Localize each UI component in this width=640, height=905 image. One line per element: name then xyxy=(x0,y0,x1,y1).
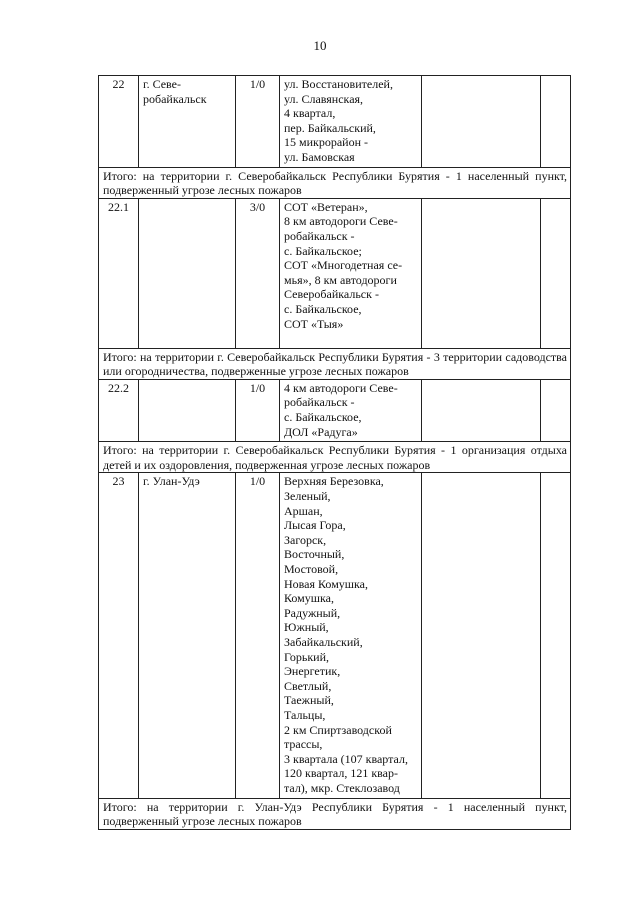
place-line: трассы, xyxy=(284,737,323,752)
table-row xyxy=(99,198,571,348)
summary-row xyxy=(99,348,571,379)
empty-cell xyxy=(422,76,541,168)
place-line: тал), мкр. Стеклозавод xyxy=(284,780,400,795)
count-cell: 3/0 xyxy=(236,198,280,348)
row-number: 22.1 xyxy=(99,198,139,348)
page-number: 10 xyxy=(313,38,327,53)
row-number: 22.2 xyxy=(99,379,139,441)
empty-cell xyxy=(541,473,571,798)
place-line: Зеленый, xyxy=(284,489,331,504)
place-line: робайкальск - xyxy=(284,395,355,410)
summary-text: Итого: на территории г. Северобайкальск Республики Бурятия - 1 организация отдыха детей и их оздоровления, подверженная угрозе лесных пожаров xyxy=(99,442,571,473)
city-cell xyxy=(139,76,236,168)
settlements-table xyxy=(98,75,571,830)
place-line: ул. Восстановителей, xyxy=(284,77,393,91)
row-number: 23 xyxy=(99,473,139,798)
place-line: ул. Славянская, xyxy=(284,91,364,106)
place-line: СОТ «Ветеран», xyxy=(284,199,368,214)
empty-cell xyxy=(541,379,571,441)
city-cell xyxy=(139,379,236,441)
place-line: Восточный, xyxy=(284,547,345,562)
place-line: Северобайкальск - xyxy=(284,287,379,302)
city-cell xyxy=(139,198,236,348)
empty-cell xyxy=(422,473,541,798)
place-line: СОТ «Многодетная се- xyxy=(284,258,403,273)
place-line: Светлый, xyxy=(284,678,332,693)
summary-row xyxy=(99,167,571,198)
table-row xyxy=(99,76,571,168)
place-line: Забайкальский, xyxy=(284,634,363,649)
place-line: Таежный, xyxy=(284,693,334,708)
places-cell xyxy=(280,76,422,168)
empty-cell xyxy=(541,76,571,168)
row-number: 22 xyxy=(99,76,139,168)
place-line: пер. Байкальский, xyxy=(284,120,376,135)
table-row xyxy=(99,473,571,798)
places-cell xyxy=(280,473,422,798)
city-line: г. Улан-Удэ xyxy=(143,474,200,489)
count-cell: 1/0 xyxy=(236,379,280,441)
place-line: Верхняя Березовка, xyxy=(284,474,384,489)
city-cell xyxy=(139,473,236,798)
place-line: 15 микрорайон - xyxy=(284,135,369,150)
table-body xyxy=(99,76,571,830)
place-line: Лысая Гора, xyxy=(284,518,346,533)
place-line: ул. Бамовская xyxy=(284,149,355,164)
places-cell xyxy=(280,198,422,348)
place-line: ДОЛ «Радуга» xyxy=(284,424,358,439)
place-line: Комушка, xyxy=(284,591,334,606)
place-line: робайкальск - xyxy=(284,228,355,243)
summary-text: Итого: на территории г. Северобайкальск Республики Бурятия - 1 населенный пункт, подверженный угрозе лесных пожаров xyxy=(99,167,571,198)
city-line: г. Севе- xyxy=(143,77,181,91)
place-line: мья», 8 км автодороги xyxy=(284,272,397,287)
empty-cell xyxy=(422,379,541,441)
place-line: Загорск, xyxy=(284,532,327,547)
place-line: Южный, xyxy=(284,620,329,635)
place-line: Энергетик, xyxy=(284,664,341,679)
place-line: 8 км автодороги Севе- xyxy=(284,214,398,229)
summary-row xyxy=(99,798,571,829)
place-line: СОТ «Тыя» xyxy=(284,316,344,331)
place-line: 4 квартал, xyxy=(284,106,336,121)
place-line: Радужный, xyxy=(284,605,341,620)
empty-cell xyxy=(422,198,541,348)
place-line: Новая Комушка, xyxy=(284,576,369,591)
place-line: 120 квартал, 121 квар- xyxy=(284,766,398,781)
count-cell: 1/0 xyxy=(236,473,280,798)
place-line: с. Байкальское, xyxy=(284,410,362,425)
place-line: Горький, xyxy=(284,649,330,664)
place-line: Тальцы, xyxy=(284,707,326,722)
summary-row xyxy=(99,442,571,473)
place-line xyxy=(284,331,418,346)
place-line: 2 км Спиртзаводской xyxy=(284,722,392,737)
summary-text: Итого: на территории г. Северобайкальск Республики Бурятия - 3 территории садоводства или огородничества, подверженные угрозе лесных пожаров xyxy=(99,348,571,379)
place-line: 4 км автодороги Севе- xyxy=(284,380,398,395)
empty-cell xyxy=(541,198,571,348)
place-line: 3 квартала (107 квартал, xyxy=(284,751,408,766)
table-row xyxy=(99,379,571,441)
place-line: с. Байкальское, xyxy=(284,301,362,316)
summary-text: Итого: на территории г. Улан-Удэ Республики Бурятия - 1 населенный пункт, подверженный угрозе лесных пожаров xyxy=(99,798,571,829)
place-line: Аршан, xyxy=(284,503,323,518)
place-line: с. Байкальское; xyxy=(284,243,362,258)
place-line: Мостовой, xyxy=(284,562,339,576)
count-cell: 1/0 xyxy=(236,76,280,168)
city-line: робайкальск xyxy=(143,91,207,106)
places-cell xyxy=(280,379,422,441)
